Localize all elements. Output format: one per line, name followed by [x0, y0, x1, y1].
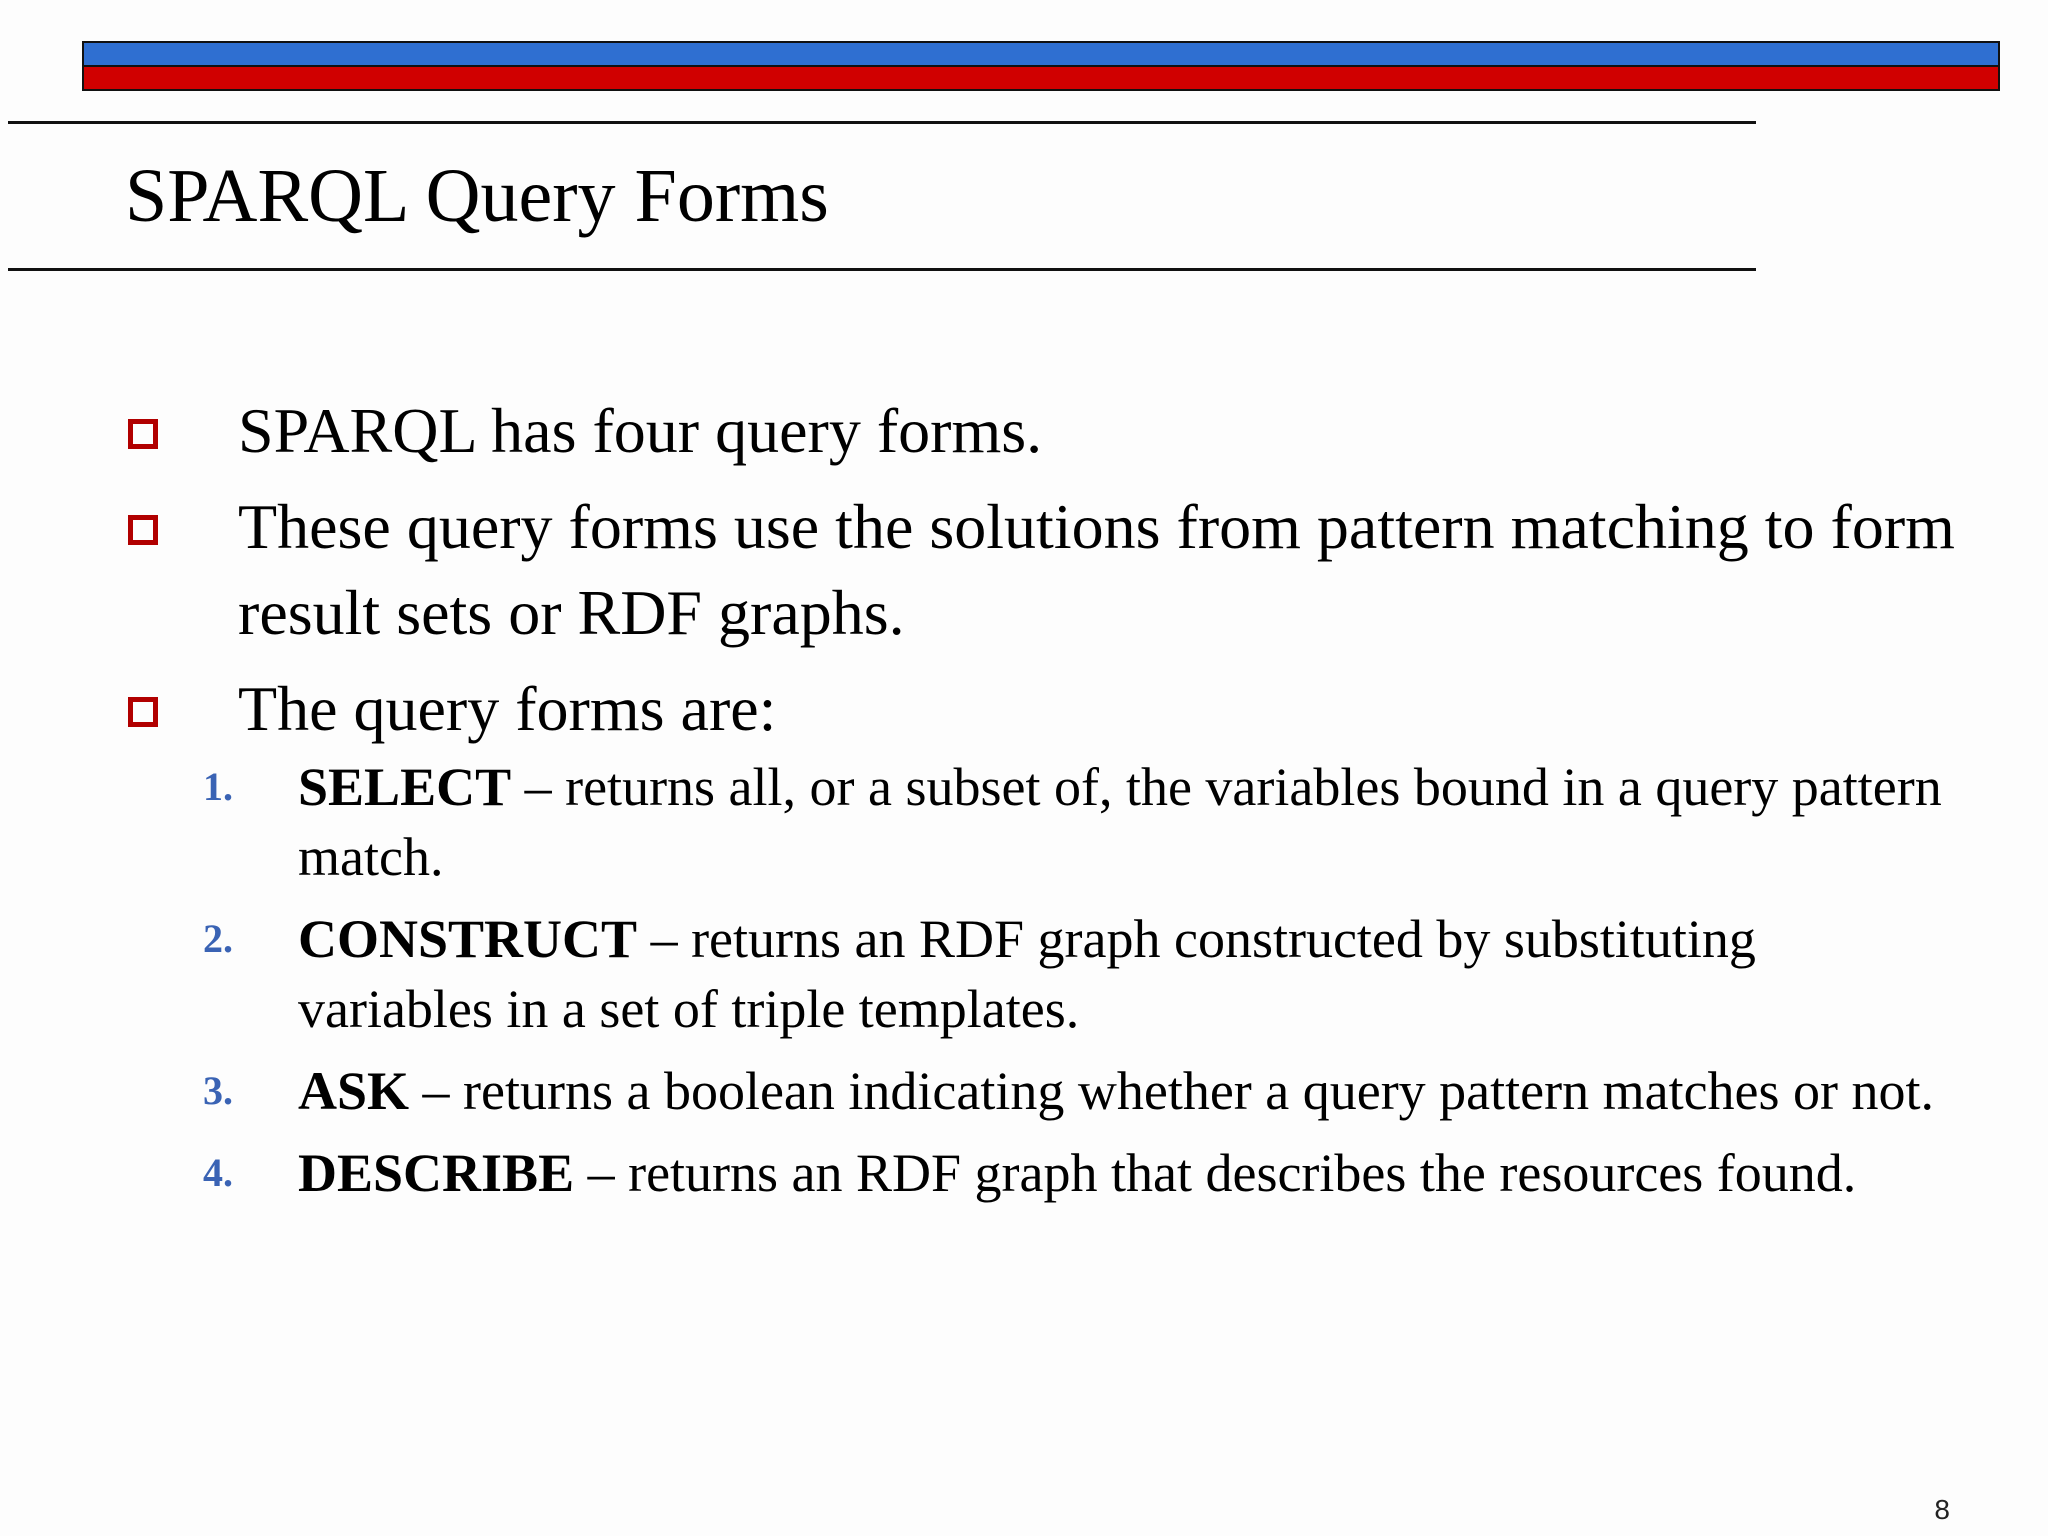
page-number: 8	[1934, 1494, 1950, 1525]
query-form-keyword: ASK	[298, 1061, 410, 1121]
bullet-list	[0, 388, 2048, 1220]
item-number: 4.	[203, 1150, 233, 1195]
bullet-text: The query forms are:	[238, 673, 777, 744]
query-form-item	[0, 1138, 1958, 1208]
bullet-text: SPARQL has four query forms.	[238, 395, 1043, 466]
slide-title: SPARQL Query Forms	[125, 154, 829, 238]
query-form-item	[0, 752, 1958, 892]
title-top-rule	[8, 121, 1756, 124]
bullet-item	[0, 666, 1958, 1208]
item-number: 2.	[203, 916, 233, 961]
square-bullet-icon	[128, 697, 158, 727]
query-form-description: – returns an RDF graph constructed by substituting variables in a set of triple templates.	[298, 909, 1756, 1039]
square-bullet-icon	[128, 515, 158, 545]
query-form-list	[0, 752, 2048, 1208]
bullet-item	[0, 388, 1958, 474]
header-color-band	[82, 41, 2000, 91]
query-form-keyword: DESCRIBE	[298, 1143, 575, 1203]
query-form-keyword: CONSTRUCT	[298, 909, 638, 969]
query-form-description: – returns a boolean indicating whether a query pattern matches or not.	[409, 1061, 1935, 1121]
query-form-description: – returns all, or a subset of, the variables bound in a query pattern match.	[298, 757, 1942, 887]
bullet-text: These query forms use the solutions from pattern matching to form result sets or RDF graphs.	[238, 491, 1955, 648]
item-number: 3.	[203, 1068, 233, 1113]
query-form-keyword: SELECT	[298, 757, 512, 817]
square-bullet-icon	[128, 419, 158, 449]
bullet-item	[0, 484, 1958, 656]
header-blue-stripe	[84, 43, 1998, 67]
item-number: 1.	[203, 764, 233, 809]
title-bottom-rule	[8, 268, 1756, 271]
query-form-item	[0, 1056, 1958, 1126]
query-form-item	[0, 904, 1958, 1044]
query-form-description: – returns an RDF graph that describes the resources found.	[574, 1143, 1857, 1203]
